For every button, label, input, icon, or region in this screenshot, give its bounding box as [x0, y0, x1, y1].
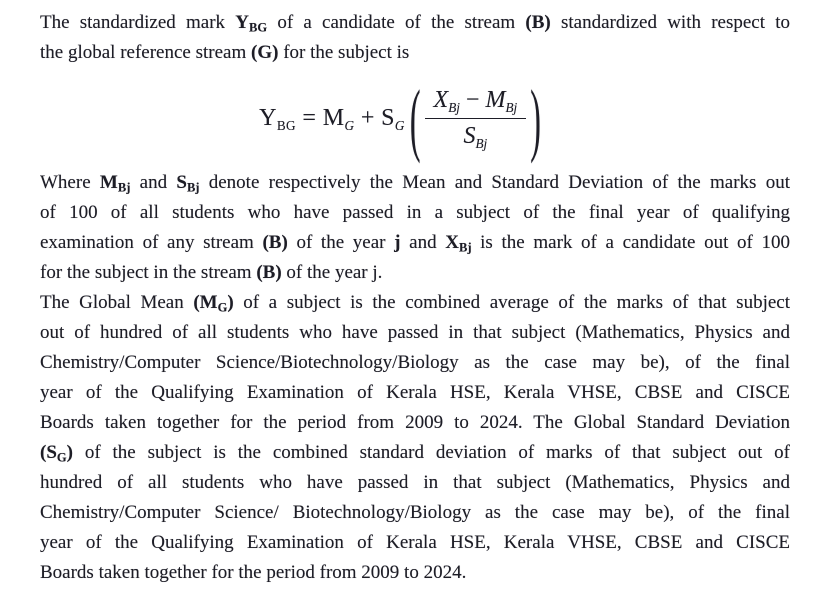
text-segment: year of the Qualifying Examination of Kerala HSE, Kerala VHSE, CBSE and CISCE: [40, 382, 790, 403]
text-segment: Y: [235, 12, 249, 33]
text-segment: out of hundred of all students who have passed in that subject (Mathematics, Physics and: [40, 322, 790, 343]
text-segment: is the mark of a candidate out of 100: [471, 232, 790, 253]
intro-paragraph: [40, 8, 790, 68]
text-segment: +: [354, 104, 382, 131]
text-segment: denote respectively the Mean and Standard Deviation of the marks out: [199, 172, 790, 193]
document-body: [40, 8, 790, 588]
text-line: [40, 288, 790, 318]
text-segment: =: [295, 104, 323, 131]
text-segment: (G): [251, 42, 279, 63]
subscript-text: G: [344, 117, 355, 133]
text-segment: of the year j.: [281, 262, 383, 283]
fraction: [425, 87, 527, 150]
definitions-paragraph: [40, 168, 790, 288]
text-segment: Y: [259, 104, 277, 131]
text-line: [40, 408, 790, 438]
formula-lhs: [259, 105, 405, 132]
open-paren: (: [409, 72, 421, 164]
text-segment: ): [227, 292, 234, 313]
text-segment: of the subject is the combined standard deviation of marks of that subject out of: [72, 442, 790, 463]
subscript-text: Bj: [186, 180, 200, 195]
text-segment: −: [459, 86, 486, 113]
text-segment: (M: [193, 292, 218, 313]
text-segment: M: [99, 172, 118, 193]
subscript-text: BG: [276, 117, 296, 133]
text-segment: X: [445, 232, 459, 253]
fraction-numerator: [425, 87, 527, 119]
text-segment: j: [394, 232, 401, 253]
text-segment: and: [400, 232, 446, 253]
subscript-text: G: [56, 450, 67, 465]
text-segment: The standardized mark: [40, 12, 236, 33]
text-line: [40, 348, 790, 378]
subscript-text: Bj: [458, 240, 472, 255]
text-segment: and: [130, 172, 177, 193]
text-line: [40, 38, 790, 68]
text-line: [40, 528, 790, 558]
text-segment: M: [485, 86, 506, 113]
text-segment: Boards taken together for the period from 2009 to 2024.: [40, 562, 467, 583]
text-line: [40, 318, 790, 348]
subscript-text: Bj: [475, 135, 488, 151]
text-line: [40, 258, 790, 288]
text-segment: S: [463, 122, 476, 149]
text-segment: (S: [40, 442, 57, 463]
text-segment: of a subject is the combined average of the marks of that subject: [233, 292, 790, 313]
text-segment: Boards taken together for the period from 2009 to 2024. The Global Standard Deviation: [40, 412, 790, 433]
subscript-text: BG: [249, 20, 268, 35]
text-segment: examination of any stream: [40, 232, 263, 253]
text-segment: of 100 of all students who have passed in a subject of the final year of qualifying: [40, 202, 790, 223]
text-line: [40, 198, 790, 228]
text-segment: Where: [40, 172, 100, 193]
text-segment: standardized with respect to: [550, 12, 790, 33]
fraction-denominator: [454, 119, 496, 150]
text-segment: The Global Mean: [40, 292, 194, 313]
text-segment: for the subject in the stream: [40, 262, 257, 283]
subscript-text: Bj: [448, 99, 460, 115]
subscript-text: G: [394, 117, 405, 133]
text-segment: (B): [525, 12, 551, 33]
text-line: [40, 498, 790, 528]
text-segment: year of the Qualifying Examination of Kerala HSE, Kerala VHSE, CBSE and CISCE: [40, 532, 790, 553]
text-line: [40, 378, 790, 408]
text-line: [40, 438, 790, 468]
text-segment: S: [176, 172, 187, 193]
standardization-formula: [40, 68, 790, 168]
text-segment: M: [322, 104, 345, 131]
text-line: [40, 8, 790, 38]
global-mean-paragraph: [40, 288, 790, 588]
text-line: [40, 468, 790, 498]
subscript-text: G: [217, 300, 228, 315]
subscript-text: Bj: [505, 99, 518, 115]
text-segment: the global reference stream: [40, 42, 251, 63]
text-segment: ): [66, 442, 73, 463]
text-segment: S: [381, 104, 395, 131]
text-segment: of a candidate of the stream: [267, 12, 526, 33]
text-segment: Chemistry/Computer Science/Biotechnology/Biology as the case may be), of the final: [40, 352, 790, 373]
text-segment: (B): [256, 262, 282, 283]
text-segment: Chemistry/Computer Science/ Biotechnology/Biology as the case may be), of the final: [40, 502, 790, 523]
text-line: [40, 168, 790, 198]
text-segment: of the year: [287, 232, 395, 253]
text-segment: hundred of all students who have passed in that subject (Mathematics, Physics and: [40, 472, 790, 493]
text-line: [40, 558, 790, 588]
text-segment: for the subject is: [278, 42, 410, 63]
close-paren: ): [530, 72, 541, 164]
text-segment: X: [433, 86, 449, 113]
subscript-text: Bj: [117, 180, 131, 195]
text-line: [40, 228, 790, 258]
text-segment: (B): [262, 232, 288, 253]
